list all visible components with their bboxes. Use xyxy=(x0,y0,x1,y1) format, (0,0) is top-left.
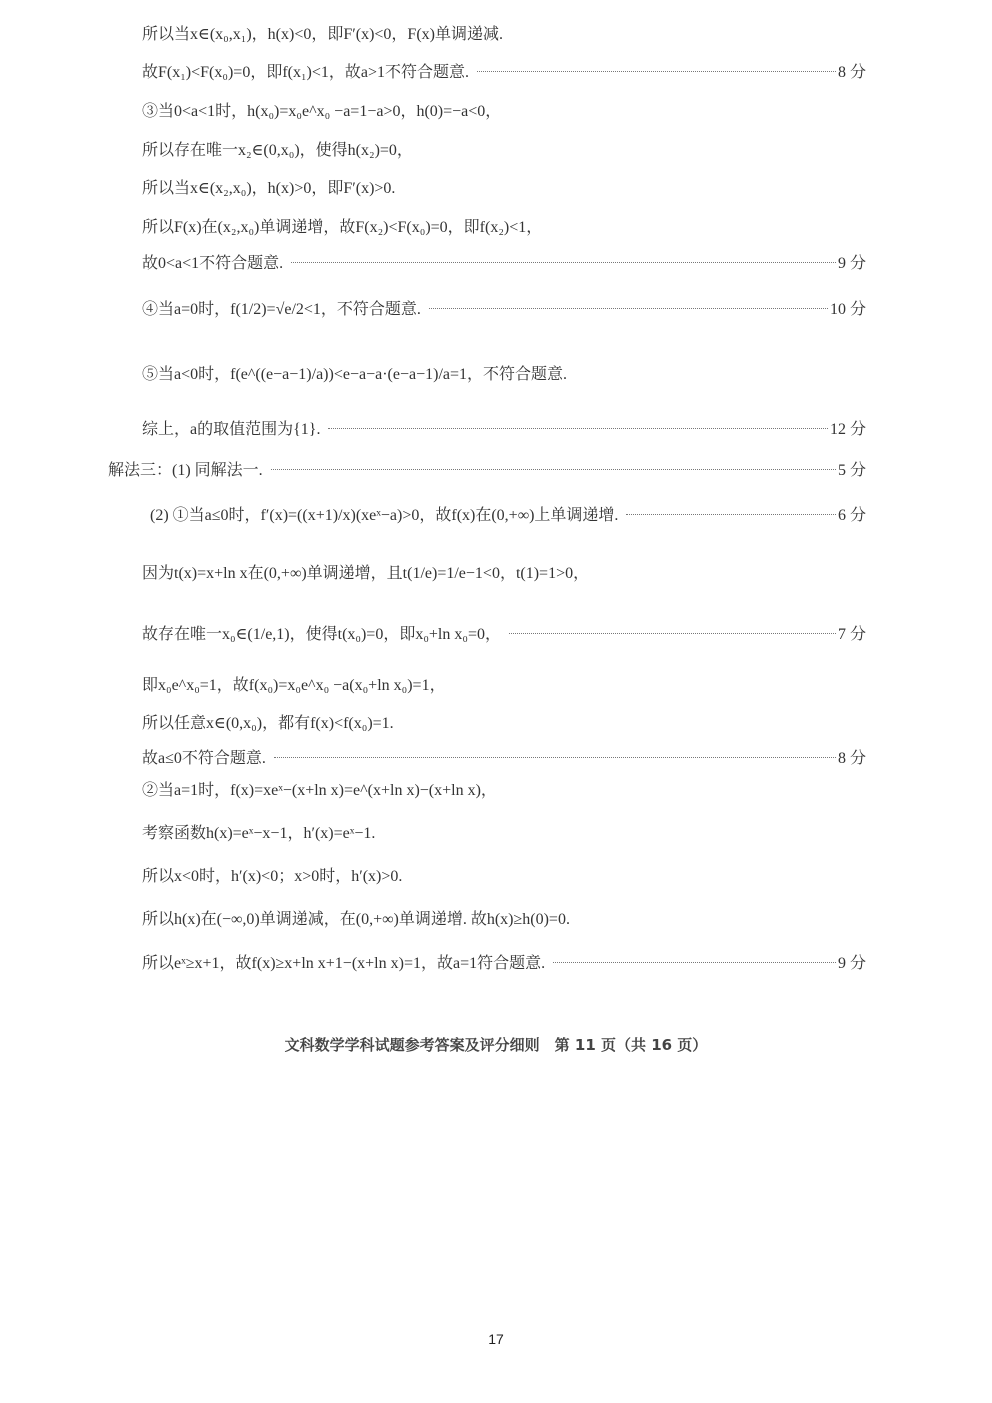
line-text: 故F(x₁)<F(x₀)=0，即f(x₁)<1，故a>1不符合题意. xyxy=(142,64,470,81)
solution-line xyxy=(142,952,866,976)
solution-line xyxy=(142,822,866,846)
line-text: 故a≤0不符合题意. xyxy=(142,750,266,767)
dotted-leader xyxy=(274,757,836,758)
line-text: 解法三：(1) 同解法一. xyxy=(108,462,263,479)
page-footer: 文科数学学科试题参考答案及评分细则 第 11 页（共 16 页） xyxy=(284,1036,708,1054)
score-mark: 8 分 xyxy=(837,64,866,81)
solution-line xyxy=(142,865,866,889)
line-text: 综上，a的取值范围为{1}. xyxy=(142,421,321,438)
solution-line xyxy=(142,298,866,322)
line-text: (2) ①当a≤0时，f′(x)=((x+1)/x)(xeˣ−a)>0，故f(x)在(0,+∞)上单调递增. xyxy=(150,507,619,524)
dotted-leader xyxy=(509,633,836,634)
solution-line xyxy=(142,100,866,124)
score-mark: 6 分 xyxy=(837,507,866,524)
solution-line xyxy=(142,747,866,771)
line-text: ⑤当a<0时，f(e^((e−a−1)/a))<e−a−a·(e−a−1)/a=1，不符合题意. xyxy=(142,366,568,383)
line-text: ③当0<a<1时，h(x₀)=x₀e^x₀ −a=1−a>0，h(0)=−a<0， xyxy=(142,103,502,120)
line-text: 故存在唯一x₀∈(1/e,1)，使得t(x₀)=0，即x₀+ln x₀=0， xyxy=(142,626,501,643)
solution-line xyxy=(142,562,866,586)
line-text: 所以当x∈(x₀,x₁)，h(x)<0，即F′(x)<0，F(x)单调递减. xyxy=(142,26,503,43)
solution-line xyxy=(108,459,866,483)
line-text: 即x₀e^x₀=1，故f(x₀)=x₀e^x₀ −a(x₀+ln x₀)=1， xyxy=(142,677,446,694)
line-text: 考察函数h(x)=eˣ−x−1，h′(x)=eˣ−1. xyxy=(142,825,376,842)
page-number: 17 xyxy=(488,1331,504,1347)
solution-line xyxy=(142,418,866,442)
solution-line xyxy=(150,504,866,528)
line-text: 所以任意x∈(0,x₀)，都有f(x)<f(x₀)=1. xyxy=(142,715,394,732)
line-text: 所以x<0时，h′(x)<0；x>0时，h′(x)>0. xyxy=(142,868,403,885)
dotted-leader xyxy=(328,428,828,429)
line-text: ②当a=1时，f(x)=xeˣ−(x+ln x)=e^(x+ln x)−(x+ln x)， xyxy=(142,782,497,799)
line-text: 所以F(x)在(x₂,x₀)单调递增，故F(x₂)<F(x₀)=0，即f(x₂)<1， xyxy=(142,219,543,236)
solution-line xyxy=(142,216,866,240)
solution-line xyxy=(142,712,866,736)
dotted-leader xyxy=(477,71,836,72)
score-mark: 12 分 xyxy=(829,421,866,438)
line-text: 因为t(x)=x+ln x在(0,+∞)单调递增，且t(1/e)=1/e−1<0，t(1)=1>0， xyxy=(142,565,590,582)
score-mark: 9 分 xyxy=(837,255,866,272)
dotted-leader xyxy=(626,514,836,515)
solution-line xyxy=(142,177,866,201)
dotted-leader xyxy=(429,308,828,309)
line-text: ④当a=0时，f(1/2)=√e/2<1，不符合题意. xyxy=(142,301,421,318)
dotted-leader xyxy=(271,469,836,470)
solution-line xyxy=(142,623,866,647)
solution-line xyxy=(142,252,866,276)
line-text: 所以eˣ≥x+1，故f(x)≥x+ln x+1−(x+ln x)=1，故a=1符合题意. xyxy=(142,955,546,972)
solution-line xyxy=(142,908,866,932)
score-mark: 8 分 xyxy=(837,750,866,767)
solution-line xyxy=(142,61,866,85)
score-mark: 9 分 xyxy=(837,955,866,972)
line-text: 故0<a<1不符合题意. xyxy=(142,255,284,272)
score-mark: 10 分 xyxy=(829,301,866,318)
score-mark: 5 分 xyxy=(837,462,866,479)
solution-line xyxy=(142,23,866,47)
solution-line xyxy=(142,363,866,387)
solution-line xyxy=(142,674,866,698)
dotted-leader xyxy=(291,262,836,263)
solution-line xyxy=(142,139,866,163)
solution-line xyxy=(142,779,866,803)
dotted-leader xyxy=(553,962,836,963)
line-text: 所以存在唯一x₂∈(0,x₀)，使得h(x₂)=0， xyxy=(142,142,413,159)
line-text: 所以当x∈(x₂,x₀)，h(x)>0，即F′(x)>0. xyxy=(142,180,396,197)
score-mark: 7 分 xyxy=(837,626,866,643)
line-text: 所以h(x)在(−∞,0)单调递减，在(0,+∞)单调递增. 故h(x)≥h(0)=0. xyxy=(142,911,570,928)
